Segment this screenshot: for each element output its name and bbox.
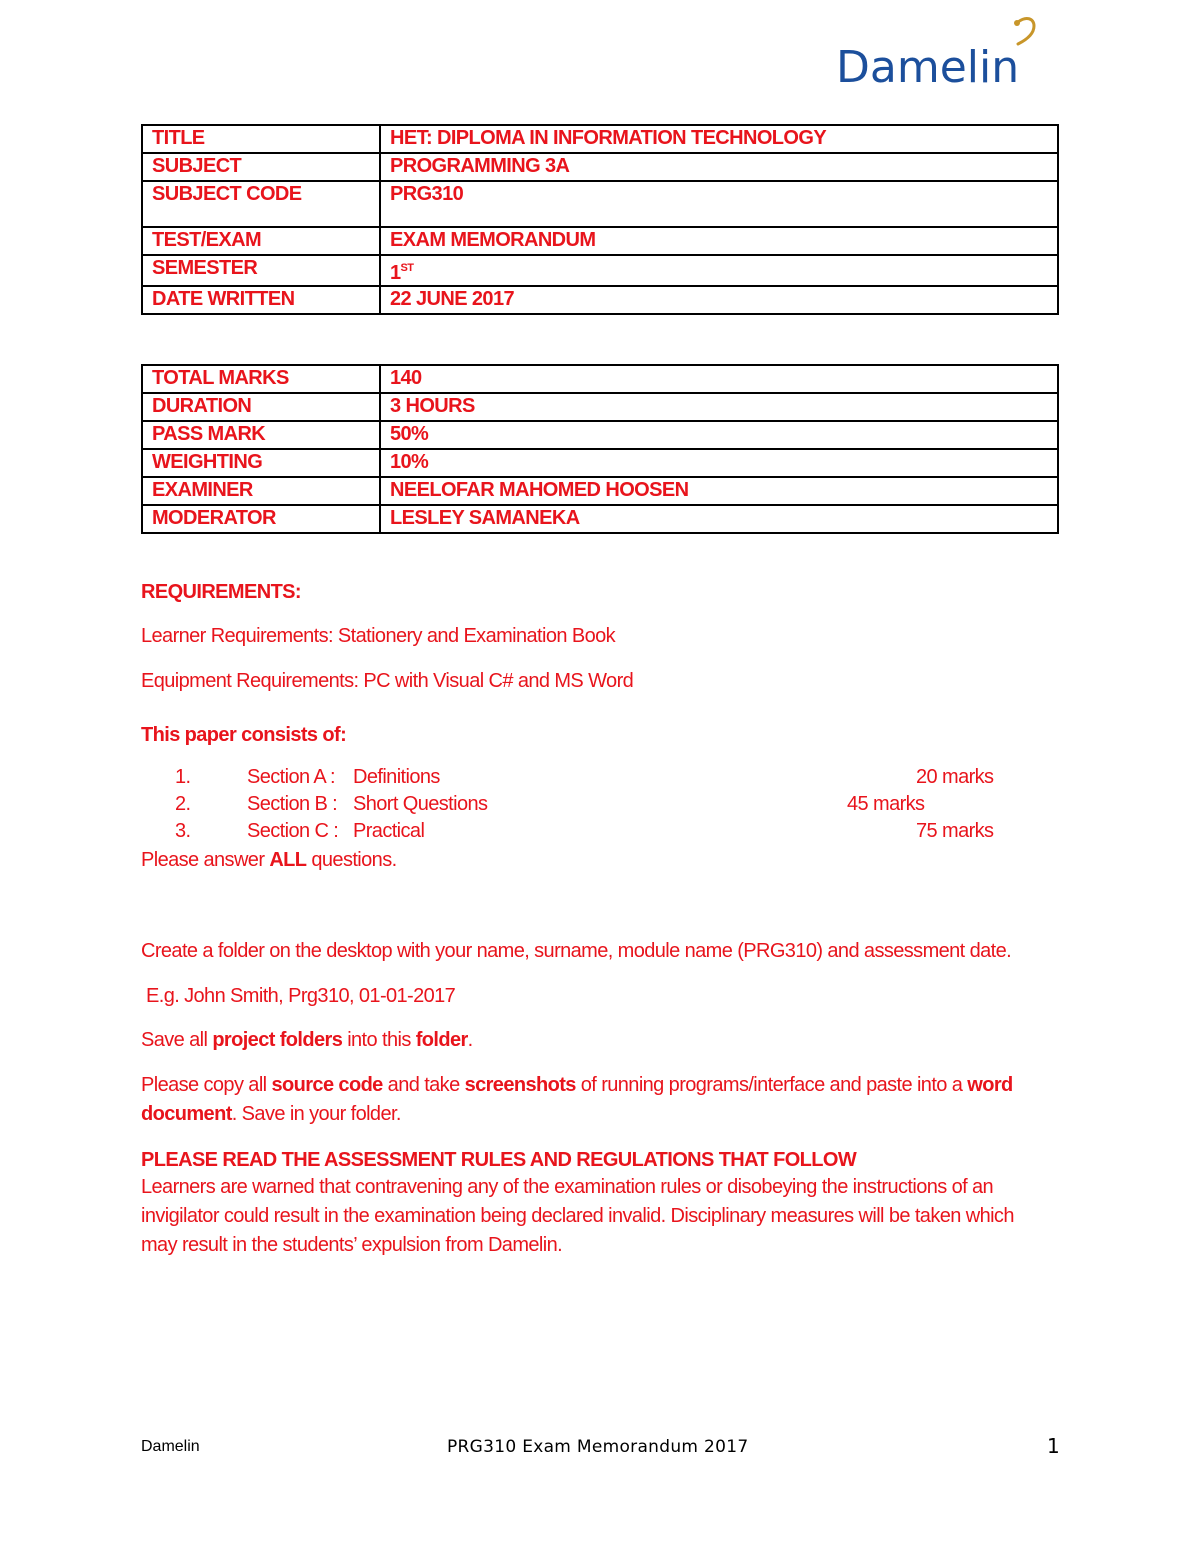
row-key: TOTAL MARKS — [142, 365, 380, 393]
row-value: 50% — [380, 421, 1058, 449]
instruction-text: Please copy all — [141, 1074, 272, 1096]
item-number: 2. — [175, 793, 191, 815]
table-row — [142, 227, 1058, 255]
answer-text: questions. — [306, 849, 397, 871]
row-key: WEIGHTING — [142, 449, 380, 477]
row-value: HET: DIPLOMA IN INFORMATION TECHNOLOGY — [380, 125, 1058, 153]
instruction-emphasis: folder — [415, 1029, 468, 1051]
table-row — [142, 181, 1058, 227]
instruction-text: into this — [342, 1029, 416, 1051]
table-row — [142, 286, 1058, 314]
instruction-text: . Save in your folder. — [231, 1103, 401, 1125]
footer-left: Damelin — [141, 1438, 200, 1455]
item-label: Section C : — [247, 820, 339, 842]
instruction-text: of running programs/interface and paste into a — [575, 1074, 968, 1096]
footer-center: PRG310 Exam Memorandum 2017 — [447, 1437, 749, 1457]
row-value: NEELOFAR MAHOMED HOOSEN — [380, 477, 1058, 505]
learner-requirements: Learner Requirements: Stationery and Examination Book — [141, 625, 616, 647]
rules-heading: PLEASE READ THE ASSESSMENT RULES AND REGULATIONS THAT FOLLOW — [141, 1149, 857, 1171]
marks-info-table — [141, 364, 1059, 534]
row-value: PRG310 — [380, 181, 1058, 227]
row-key: DURATION — [142, 393, 380, 421]
item-label: Section B : — [247, 793, 338, 815]
table-row — [142, 125, 1058, 153]
row-value: PROGRAMMING 3A — [380, 153, 1058, 181]
paper-heading: This paper consists of: — [141, 724, 347, 746]
row-key: PASS MARK — [142, 421, 380, 449]
instruction-text: . — [467, 1029, 473, 1051]
item-title: Short Questions — [353, 793, 488, 815]
instruction-emphasis: screenshots — [464, 1074, 576, 1096]
list-item — [141, 820, 1001, 847]
rules-line: may result in the students’ expulsion from Damelin. — [141, 1234, 563, 1256]
item-title: Definitions — [353, 766, 440, 788]
row-key: TITLE — [142, 125, 380, 153]
answer-emphasis: ALL — [269, 849, 307, 871]
row-value: 22 JUNE 2017 — [380, 286, 1058, 314]
row-key: TEST/EXAM — [142, 227, 380, 255]
list-item — [141, 766, 1001, 793]
instruction-emphasis: project folders — [212, 1029, 343, 1051]
instruction-text: and take — [382, 1074, 465, 1096]
row-value: 3 HOURS — [380, 393, 1058, 421]
save-instruction — [141, 1026, 473, 1054]
row-key: DATE WRITTEN — [142, 286, 380, 314]
row-value: 140 — [380, 365, 1058, 393]
folder-example: E.g. John Smith, Prg310, 01-01-2017 — [146, 985, 456, 1007]
instruction-emphasis: document — [141, 1103, 232, 1125]
table-row — [142, 153, 1058, 181]
answer-all-note — [141, 846, 397, 874]
semester-number: 1 — [390, 262, 401, 284]
row-key: SUBJECT — [142, 153, 380, 181]
item-marks: 45 marks — [847, 793, 925, 815]
rules-line: Learners are warned that contravening any of the examination rules or disobeying the instructions of an — [141, 1176, 994, 1198]
row-value: EXAM MEMORANDUM — [380, 227, 1058, 255]
answer-text: Please answer — [141, 849, 270, 871]
page-number: 1 — [1047, 1434, 1060, 1458]
item-marks: 75 marks — [916, 820, 994, 842]
table-row — [142, 365, 1058, 393]
item-number: 1. — [175, 766, 191, 788]
row-value: 10% — [380, 449, 1058, 477]
row-value: LESLEY SAMANEKA — [380, 505, 1058, 533]
copy-instruction-line1 — [141, 1071, 1013, 1099]
damelin-logo — [836, 14, 1066, 94]
table-row — [142, 477, 1058, 505]
row-key: SEMESTER — [142, 255, 380, 286]
page-footer — [141, 1436, 1059, 1460]
logo-text: Damelin — [836, 42, 1020, 93]
table-row — [142, 449, 1058, 477]
item-label: Section A : — [247, 766, 335, 788]
instruction-emphasis: source code — [271, 1074, 383, 1096]
exam-info-table — [141, 124, 1059, 315]
list-item — [141, 793, 1001, 820]
table-row — [142, 421, 1058, 449]
item-marks: 20 marks — [916, 766, 994, 788]
equipment-requirements: Equipment Requirements: PC with Visual C# and MS Word — [141, 670, 634, 692]
rules-line: invigilator could result in the examination being declared invalid. Disciplinary measures will be taken which — [141, 1205, 1014, 1227]
row-key: MODERATOR — [142, 505, 380, 533]
row-key: SUBJECT CODE — [142, 181, 380, 227]
semester-suffix: ST — [400, 262, 414, 274]
instruction-emphasis: word — [967, 1074, 1013, 1096]
table-row — [142, 505, 1058, 533]
requirements-heading: REQUIREMENTS: — [141, 581, 301, 603]
item-title: Practical — [353, 820, 425, 842]
row-key: EXAMINER — [142, 477, 380, 505]
instruction-text: Save all — [141, 1029, 213, 1051]
copy-instruction-line2 — [141, 1100, 401, 1128]
table-row — [142, 255, 1058, 286]
row-value — [380, 255, 1058, 286]
table-row — [142, 393, 1058, 421]
folder-instruction: Create a folder on the desktop with your name, surname, module name (PRG310) and assessment date. — [141, 940, 1012, 962]
item-number: 3. — [175, 820, 191, 842]
